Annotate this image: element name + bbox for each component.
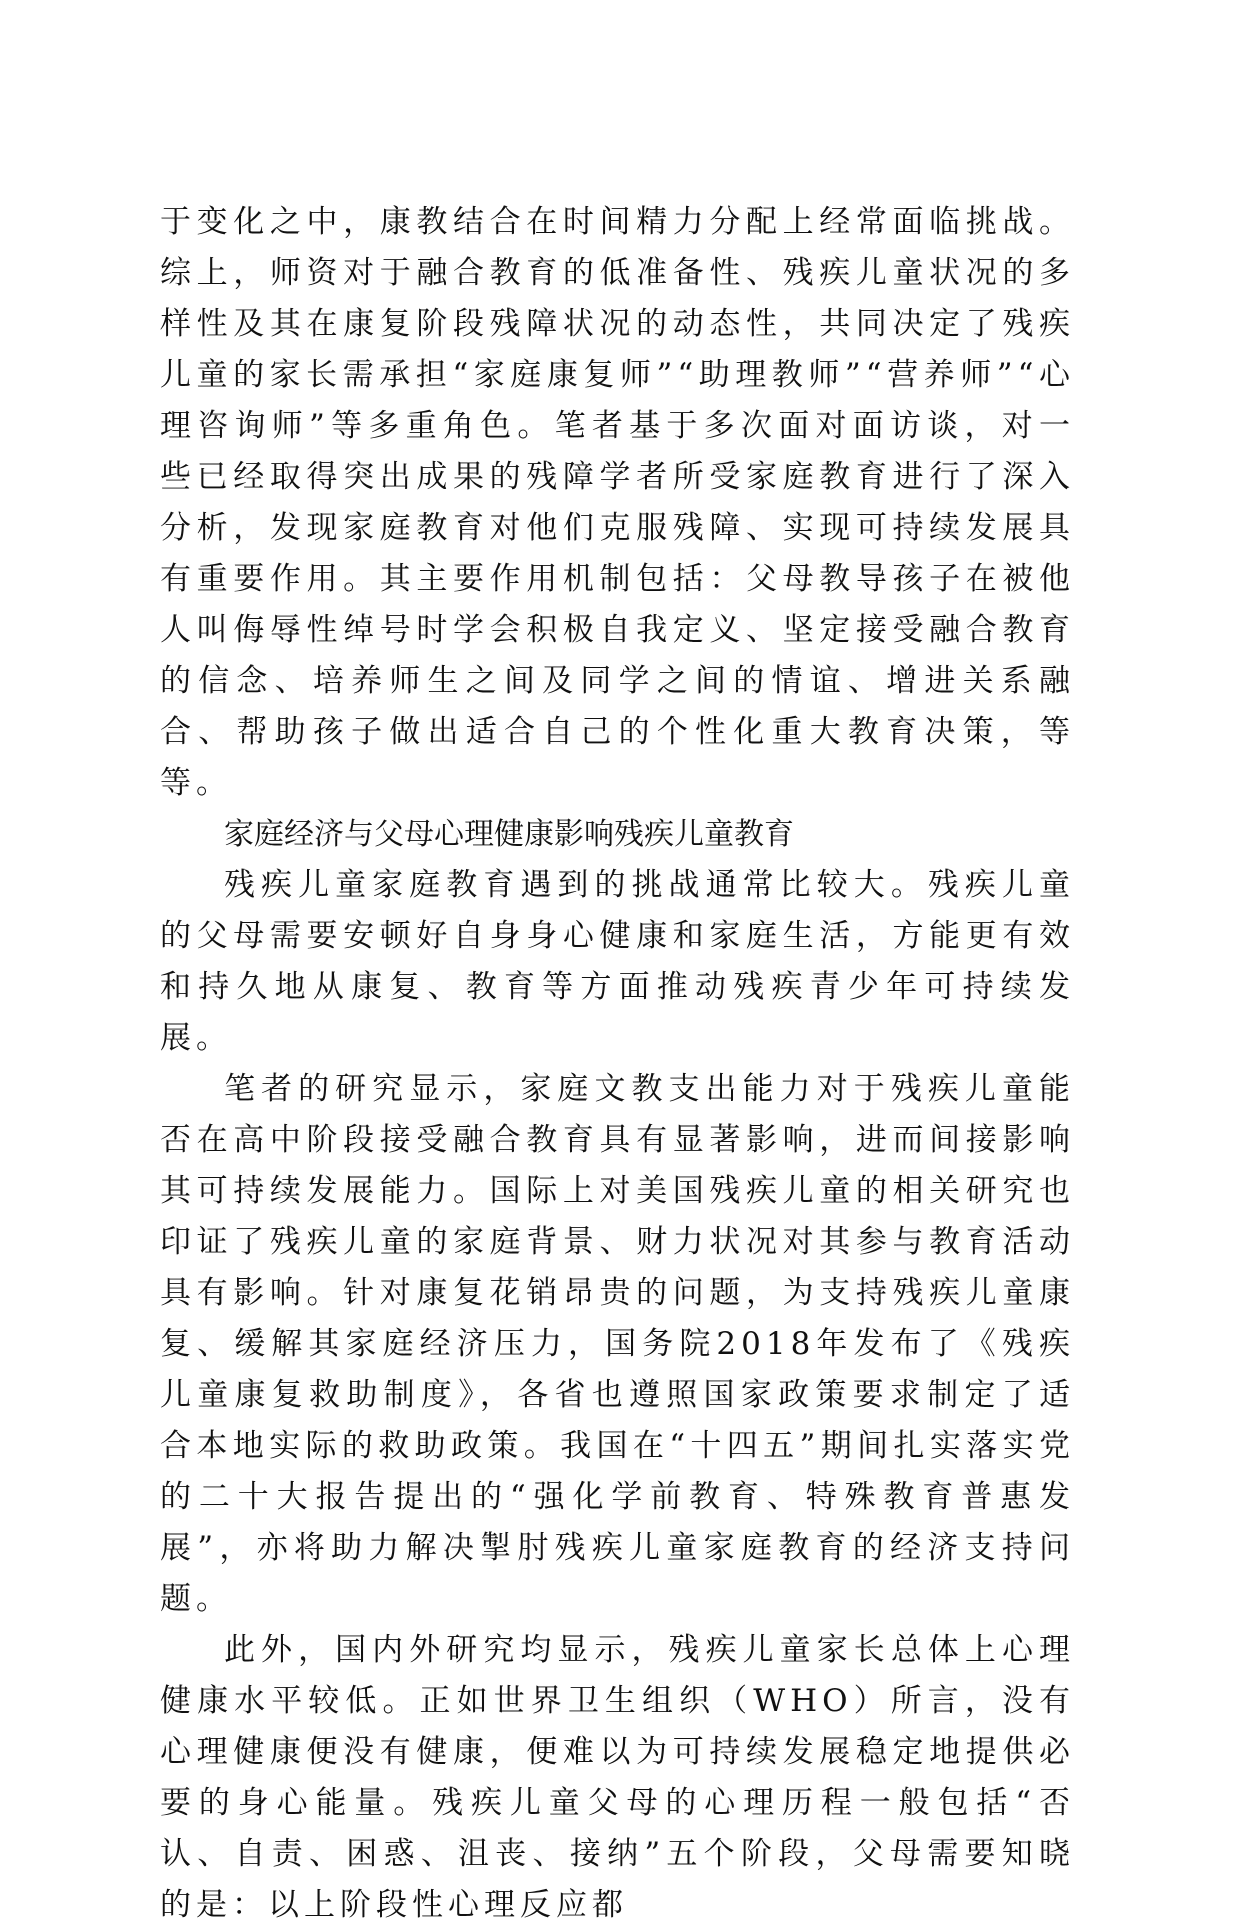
section-heading: 家庭经济与父母心理健康影响残疾儿童教育 bbox=[224, 817, 794, 852]
paragraph-economic-support: 笔者的研究显示，家庭文教支出能力对于残疾儿童能否在高中阶段接受融合教育具有显著影响，进而间接影响其可持续发展能力。国际上对美国残疾儿童的相关研究也印证了残疾儿童的家庭背景、财力状况对其参与教育活动具有影响。针对康复花销昂贵的问题，为支持残疾儿童康复、缓解其家庭经济压力，国务院2018年发布了《残疾儿童康复救助制度》，各省也遵照国家政策要求制定了适合本地实际的救助政策。我国在“十四五”期间扎实落实党的二十大报告提出的“强化学前教育、特殊教育普惠发展”，亦将助力解决掣肘残疾儿童家庭教育的经济支持问题。 bbox=[160, 1071, 1075, 1617]
paragraph-continued: 于变化之中，康教结合在时间精力分配上经常面临挑战。综上，师资对于融合教育的低准备性、残疾儿童状况的多样性及其在康复阶段残障状况的动态性，共同决定了残疾儿童的家长需承担“家庭康复师”“助理教师”“营养师”“心理咨询师”等多重角色。笔者基于多次面对面访谈，对一些已经取得突出成果的残障学者所受家庭教育进行了深入分析，发现家庭教育对他们克服残障、实现可持续发展具有重要作用。其主要作用机制包括：父母教导孩子在被他人叫侮辱性绰号时学会积极自我定义、坚定接受融合教育的信念、培养师生之间及同学之间的情谊、增进关系融合、帮助孩子做出适合自己的个性化重大教育决策，等等。 bbox=[160, 204, 1075, 801]
paragraph-challenges: 残疾儿童家庭教育遇到的挑战通常比较大。残疾儿童的父母需要安顿好自身身心健康和家庭生活，方能更有效和持久地从康复、教育等方面推动残疾青少年可持续发展。 bbox=[160, 867, 1075, 1056]
paragraph-mental-health: 此外，国内外研究均显示，残疾儿童家长总体上心理健康水平较低。正如世界卫生组织（WHO）所言，没有心理健康便没有健康，便难以为可持续发展稳定地提供必要的身心能量。残疾儿童父母的心理历程一般包括“否认、自责、困惑、沮丧、接纳”五个阶段，父母需要知晓的是：以上阶段性心理反应都 bbox=[160, 1632, 1075, 1923]
document-body bbox=[160, 197, 1075, 1931]
